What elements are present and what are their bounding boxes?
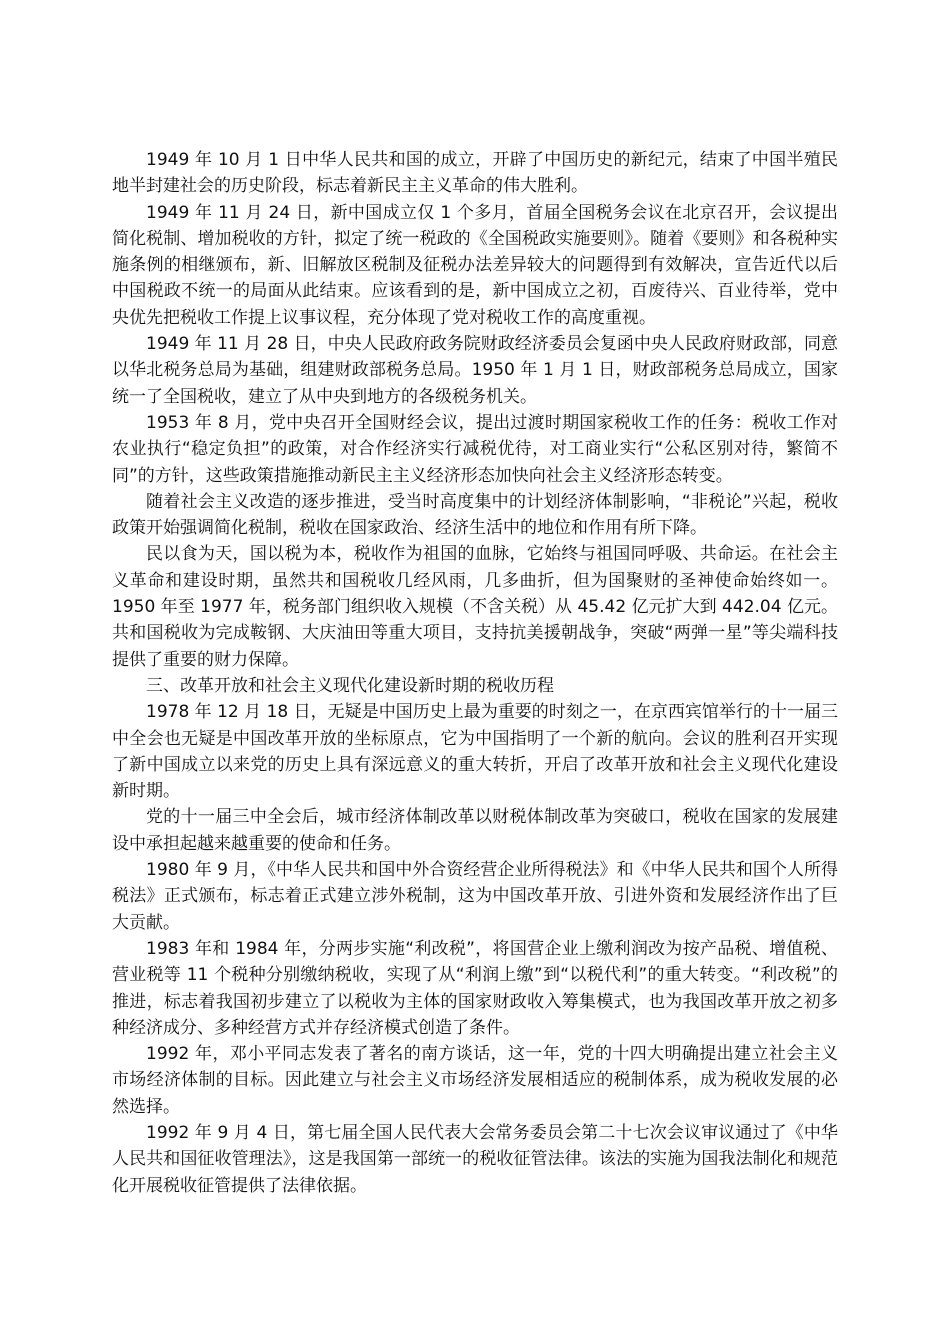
paragraph-fiscal-reform: 党的十一届三中全会后，城市经济体制改革以财税体制改革为突破口，税收在国家的发展建设中承担起越来越重要的使命和任务。 [112,807,838,854]
paragraph-foreign-tax-law-1980: 1980 年 9 月，《中华人民共和国中外合资经营企业所得税法》和《中华人民共和国个人所得税法》正式颁布，标志着正式建立涉外税制，这为中国改革开放、引进外资和发展经济作出了巨大贡献。 [112,860,838,933]
paragraph-tax-bureau-founding: 1949 年 11 月 28 日，中央人民政府政务院财政经济委员会复函中央人民政府财政部，同意以华北税务总局为基础，组建财政部税务总局。1950 年 1 月 1 日，财政部税务总局成立，国家统一了全国税收，建立了从中央到地方的各级税务机关。 [112,334,838,407]
section-heading-reform-era: 三、改革开放和社会主义现代化建设新时期的税收历程 [146,675,554,696]
document-body [112,147,838,1199]
paragraph-southern-tour-1992: 1992 年，邓小平同志发表了著名的南方谈话，这一年，党的十四大明确提出建立社会主义市场经济体制的目标。因此建立与社会主义市场经济发展相适应的税制体系，成为税收发展的必然选择。 [112,1044,838,1117]
paragraph-founding: 1949 年 10 月 1 日中华人民共和国的成立，开辟了中国历史的新纪元，结束了中国半殖民地半封建社会的历史阶段，标志着新民主主义革命的伟大胜利。 [112,150,838,197]
paragraph-finance-conference-1953: 1953 年 8 月，党中央召开全国财经会议，提出过渡时期国家税收工作的任务：税收工作对农业执行“稳定负担”的政策，对合作经济实行减税优待，对工商业实行“公私区别对待，繁简不同”的方针，这些政策措施推动新民主主义经济形态加快向社会主义经济形态转变。 [112,412,838,486]
paragraph-collection-law-1992: 1992 年 9 月 4 日，第七届全国人民代表大会常务委员会第二十七次会议审议通过了《中华人民共和国征收管理法》，这是我国第一部统一的税收征管法律。该法的实施为国我法制化和规范化开展税收征管提供了法律依据。 [112,1122,838,1196]
paragraph-third-plenum: 1978 年 12 月 18 日，无疑是中国历史上最为重要的时刻之一，在京西宾馆举行的十一届三中全会也无疑是中国改革开放的坐标原点，它为中国指明了一个新的航向。会议的胜利召开实现了新中国成立以来党的历史上具有深远意义的重大转折，开启了改革开放和社会主义现代化建设新时期。 [112,702,838,802]
paragraph-tax-conference-1949: 1949 年 11 月 24 日，新中国成立仅 1 个多月，首届全国税务会议在北京召开，会议提出简化税制、增加税收的方针，拟定了统一税政的《全国税政实施要则》。随着《要则》和各税种实施条例的相继颁布，新、旧解放区税制及征税办法差异较大的问题得到有效解决，宣告近代以后中国税政不统一的局面从此结束。应该看到的是，新中国成立之初，百废待兴、百业待举，党中央优先把税收工作提上议事议程，充分体现了党对税收工作的高度重视。 [112,202,838,328]
paragraph-socialist-transformation: 随着社会主义改造的逐步推进，受当时高度集中的计划经济体制影响，“非税论”兴起，税收政策开始强调简化税制，税收在国家政治、经济生活中的地位和作用有所下降。 [112,491,838,539]
paragraph-profit-to-tax: 1983 年和 1984 年，分两步实施“利改税”，将国营企业上缴利润改为按产品税、增值税、营业税等 11 个税种分别缴纳税收，实现了从“利润上缴”到“以税代利”的重大转变。“利改税”的推进，标志着我国初步建立了以税收为主体的国家财政收入筹集模式，也为我国改革开放之初多种经济成分、多种经营方式并存经济模式创造了条件。 [112,938,838,1038]
paragraph-tax-role: 民以食为天，国以税为本，税收作为祖国的血脉，它始终与祖国同呼吸、共命运。在社会主义革命和建设时期，虽然共和国税收几经风雨，几多曲折，但为国聚财的圣神使命始终如一。1950 年至 1977 年，税务部门组织收入规模（不含关税）从 45.42 亿元扩大到 442.04 亿元。共和国税收为完成鞍钢、大庆油田等重大项目，支持抗美援朝战争，突破“两弹一星”等尖端科技提供了重要的财力保障。 [112,544,838,670]
